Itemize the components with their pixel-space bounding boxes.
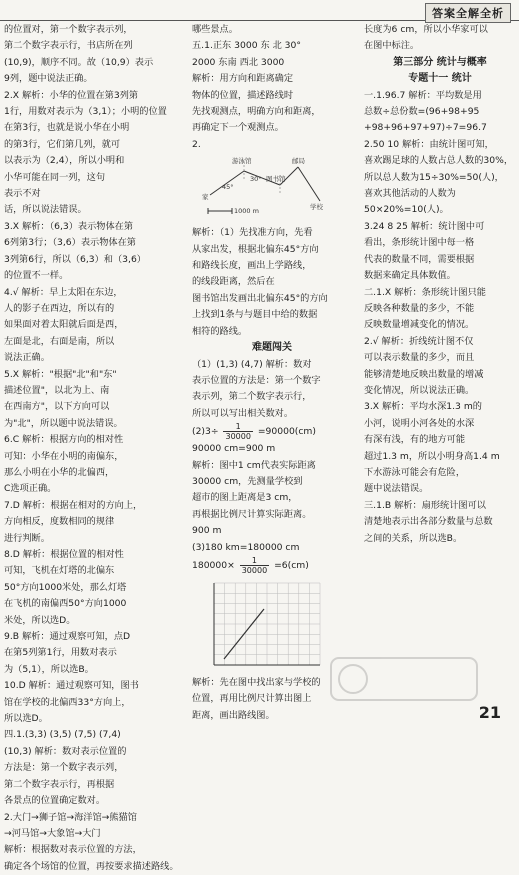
grid-lines <box>204 579 324 671</box>
left-column-line: 的第3行，它们第几列，就可 <box>4 138 121 150</box>
right-column-line: 喜欢其他活动的人数为 <box>364 188 456 200</box>
page-header <box>0 0 519 21</box>
left-column-line: 方向相反，度数相同的规律 <box>4 516 115 528</box>
left-column-line: 四.1.(3,3) (3,5) (7,5) (7,4) <box>4 729 121 741</box>
middle-column <box>192 22 352 721</box>
left-column-line: 7.D 解析：根据在相对的方向上， <box>4 499 143 511</box>
map-question-number: 2. <box>192 138 201 150</box>
challenge-line: 所以可以写出相关数对。 <box>192 407 294 419</box>
middle-after-map-line: 的线段距离，然后在 <box>192 276 275 288</box>
right-column-line: 代表的数量不同，需要根据 <box>364 253 475 265</box>
map-angle-45: 45° <box>222 183 234 192</box>
left-column-line: 说法正确。 <box>4 352 50 364</box>
right-column-line: 题中说法错误。 <box>364 483 429 495</box>
left-column-line: 人的影子在西边，所以有的 <box>4 302 115 314</box>
map-scale-label: 1000 m <box>234 207 259 216</box>
right-column-line: 超过1.3 m，所以小明身高1.4 m <box>364 450 500 462</box>
left-column-line: 3.X 解析：（6,3）表示物体在第 <box>4 220 134 232</box>
challenge-line: 表示列，第二个数字表示行， <box>192 391 312 403</box>
middle-after-map-line: 和路线长度，画出上学路线， <box>192 260 312 272</box>
left-column-line: 第二个数字表示行，书店所在列 <box>4 40 133 52</box>
middle-after-map-line: 从家出发，根据北偏东45°方向 <box>192 243 319 255</box>
middle-after-map-line: 上找到1条与与题目中给的数据 <box>192 309 318 321</box>
left-column-line: 所以选D。 <box>4 713 48 725</box>
left-column-line: 9列，题中说法正确。 <box>4 73 93 85</box>
calc-line-4: 30000 cm，先测量学校到 <box>192 475 303 487</box>
left-column-line: (10,3) 解析：数对表示位置的 <box>4 745 127 757</box>
fraction-scale-2: $\frac{1}{30000}$ <box>241 555 268 575</box>
left-column-line: 那么小明在小华的北偏西， <box>4 466 115 478</box>
right-column-line: 能够清楚地反映出数量的增减 <box>364 368 484 380</box>
left-column-line: (10,9)，顺序不同。故（10,9）表示 <box>4 56 154 68</box>
challenge-line: （1）(1,3) (4,7) 解析：数对 <box>192 358 312 370</box>
unit-title: 专题十一 统计 <box>408 73 472 85</box>
right-top-line: 长度为6 cm，所以小华家可以 <box>364 24 488 35</box>
middle-after-map-lines <box>192 225 352 340</box>
right-column-line: 2.√ 解析：折线统计图不仅 <box>364 335 474 347</box>
left-column-line: 米处，所以选D。 <box>4 614 76 626</box>
left-column <box>4 22 182 872</box>
right-column-line: 下水游泳可能会有危险， <box>364 466 466 478</box>
right-top-line: 在图中标注。 <box>364 40 420 52</box>
calc-line-1: (2)3÷ $\frac{1}{30000}$ =90000(cm) <box>192 422 316 442</box>
left-column-line: 第二个数字表示行，再根据 <box>4 778 115 790</box>
right-column-line: 50×20%=10(人)。 <box>364 204 449 216</box>
challenge-section-title: 难题闯关 <box>252 342 292 354</box>
left-column-line: 在飞机的南偏西50°方向1000 <box>4 598 127 610</box>
right-column-line: +98+96+97+97)÷7=96.7 <box>364 122 487 134</box>
route-map-lines <box>202 157 327 219</box>
left-column-line: 6列第3行；（3,6）表示物体在第 <box>4 237 136 249</box>
left-column-line: 确定各个场馆的位置，再按要求描述路线。 <box>4 860 179 872</box>
middle-bottom-line: 位置，再用比例尺计算出图上 <box>192 693 312 705</box>
left-column-line: 方法是：第一个数字表示列， <box>4 762 124 774</box>
middle-after-map-line: 图书馆出发画出北偏东45°的方向 <box>192 292 328 304</box>
left-column-line: 表示不对 <box>4 188 41 200</box>
left-column-line: 的位置对，第一个数字表示列， <box>4 24 133 35</box>
left-column-line: 50°方向1000米处，那么灯塔 <box>4 581 127 593</box>
challenge-lines <box>192 357 352 423</box>
right-column-line: 喜欢踢足球的人数占总人数的30%， <box>364 155 514 167</box>
right-column-line: 反映数量增减变化的情况。 <box>364 319 475 331</box>
middle-top-line: 五.1.正东 3000 东 北 30° <box>192 40 301 52</box>
calc-line-8: (3)180 km=180000 cm <box>192 541 300 553</box>
middle-after-map-line: 解析：（1）先找准方向，先看 <box>192 227 313 239</box>
calc-line-2: 90000 cm=900 m <box>192 443 276 455</box>
right-column-line: 2.50 10 解析：由统计图可知， <box>364 138 494 150</box>
left-column-line: C选项正确。 <box>4 483 57 495</box>
middle-top-line: 物体的位置，描述路线时 <box>192 89 294 101</box>
right-column-line: 一.1.96.7 解析：平均数是用 <box>364 89 482 101</box>
map-label-home: 家 <box>202 193 209 202</box>
left-column-line: 可知：小华在小明的南偏东， <box>4 450 124 462</box>
left-column-line: 描述位置"，以北为上、南 <box>4 384 110 396</box>
left-column-line: 话，所以说法错误。 <box>4 204 87 216</box>
left-column-line: 2.X 解析：小华的位置在第3列第 <box>4 89 139 101</box>
calc-line-6: 再根据比例尺计算实际距离。 <box>192 508 312 520</box>
left-column-line: 可知，飞机在灯塔的北偏东 <box>4 565 115 577</box>
middle-top-line: 2000 东南 西北 3000 <box>192 56 285 68</box>
middle-bottom-lines <box>192 675 352 724</box>
left-column-line: →河马馆→大象馆→大门 <box>4 827 101 839</box>
page-number: 21 <box>478 703 501 722</box>
left-column-line: 4.√ 解析：早上太阳在东边， <box>4 286 123 298</box>
left-column-line: 进行判断。 <box>4 532 50 544</box>
right-column-line: 三.1.B 解析：扇形统计图可以 <box>364 499 486 511</box>
header-title: 答案全解全析 <box>425 3 511 23</box>
left-column-line: 5.X 解析："根据"北"和"东" <box>4 368 117 380</box>
right-column-line: 3.X 解析：平均水深1.3 m的 <box>364 401 482 413</box>
left-column-line: 在第5列第1行，用数对表示 <box>4 647 117 659</box>
right-column-lines <box>364 88 516 547</box>
fraction-scale: $\frac{1}{30000}$ <box>225 422 251 442</box>
middle-after-map-line: 相符的路线。 <box>192 325 248 337</box>
right-column-line: 清楚地表示出各部分数量与总数 <box>364 516 493 528</box>
middle-top-line: 再确定下一个观测点。 <box>192 122 284 134</box>
calc-line-3: 解析：图中1 cm代表实际距离 <box>192 459 316 471</box>
challenge-line: 表示位置的方法是：第一个数字 <box>192 374 321 386</box>
left-column-line: 各景点的位置确定数对。 <box>4 795 106 807</box>
left-column-line: 1行，用数对表示为（3,1）；小明的位置 <box>4 106 167 118</box>
right-column-line: 总数÷总份数=(96+98+95 <box>364 106 480 118</box>
middle-bottom-line: 解析：先在图中找出家与学校的 <box>192 676 321 688</box>
map-angle-30: 30° <box>250 175 262 184</box>
middle-top-line: 解析：用方向和距离确定 <box>192 73 294 85</box>
right-column-line: 之间的关系，所以选B。 <box>364 532 463 544</box>
right-column-line: 数据来确定具体数值。 <box>364 270 456 282</box>
middle-top-line: 先找观测点，明确方向和距离， <box>192 106 321 118</box>
left-column-line: 馆在学校的北偏西33°方向上， <box>4 696 131 708</box>
calc-line-5: 超市的图上距离是3 cm， <box>192 492 298 504</box>
right-column-line: 二.1.X 解析：条形统计图只能 <box>364 286 486 298</box>
grid-map-figure <box>204 579 324 671</box>
middle-top-lines <box>192 22 352 137</box>
map-label-school: 学校 <box>310 203 323 212</box>
left-column-line: 为"北"，所以题中说法错误。 <box>4 417 123 429</box>
map-label-post-office: 邮局 <box>292 157 305 166</box>
right-column <box>364 22 516 708</box>
right-column-line: 3.24 8 25 解析：统计图中可 <box>364 220 485 232</box>
left-column-line: 左面是北，右面是南，所以 <box>4 335 115 347</box>
left-column-line: 解析：根据数对表示位置的方法， <box>4 844 142 856</box>
map-label-swimming-hall: 游泳馆 <box>232 157 252 166</box>
right-column-line: 反映各种数量的多少，不能 <box>364 302 475 314</box>
right-column-line: 有深有浅，有的地方可能 <box>364 434 466 446</box>
left-column-line: 8.D 解析：根据位置的相对性 <box>4 549 124 560</box>
right-column-line: 变化情况，所以说法正确。 <box>364 384 475 396</box>
left-column-line: 为（5,1），所以选B。 <box>4 663 94 675</box>
map-label-library: 图书馆 <box>266 175 286 184</box>
calc-line-7: 900 m <box>192 525 222 537</box>
left-column-line: 小华可能在同一列，这句 <box>4 171 106 183</box>
right-top-lines <box>364 22 516 55</box>
calc-line-9: 180000× $\frac{1}{30000}$ =6(cm) <box>192 555 309 575</box>
left-column-line: 3列第6行，所以（6,3）和（3,6） <box>4 253 146 265</box>
right-column-line: 看出，条形统计图中每一格 <box>364 237 475 249</box>
right-column-line: 所以总人数为15÷30%=50(人)， <box>364 171 504 183</box>
left-column-line: 以表示为（2,4），所以小明和 <box>4 155 125 167</box>
middle-top-line: 哪些景点。 <box>192 24 238 35</box>
left-column-line: 9.B 解析：通过观察可知，点D <box>4 631 131 643</box>
left-column-line: 2.大门→狮子馆→海洋馆→熊猫馆 <box>4 811 137 823</box>
right-column-line: 小河，说明小河各处的水深 <box>364 417 475 429</box>
right-column-line: 可以表示数量的多少，而且 <box>364 352 475 364</box>
left-column-line: 10.D 解析：通过观察可知，图书 <box>4 680 139 692</box>
route-map-figure <box>202 157 327 219</box>
left-column-line: 在第3行，也就是说小华在小明 <box>4 122 130 134</box>
left-column-lines <box>4 22 182 875</box>
left-column-line: 在西南方"，以下方向可以 <box>4 401 110 413</box>
part-title: 第三部分 统计与概率 <box>393 56 487 68</box>
left-column-line: 6.C 解析：根据方向的相对性 <box>4 434 124 446</box>
left-column-line: 如果面对着太阳就后面是西， <box>4 319 124 331</box>
middle-bottom-line: 距离，画出路线图。 <box>192 709 275 721</box>
left-column-line: 的位置不一样。 <box>4 270 69 282</box>
